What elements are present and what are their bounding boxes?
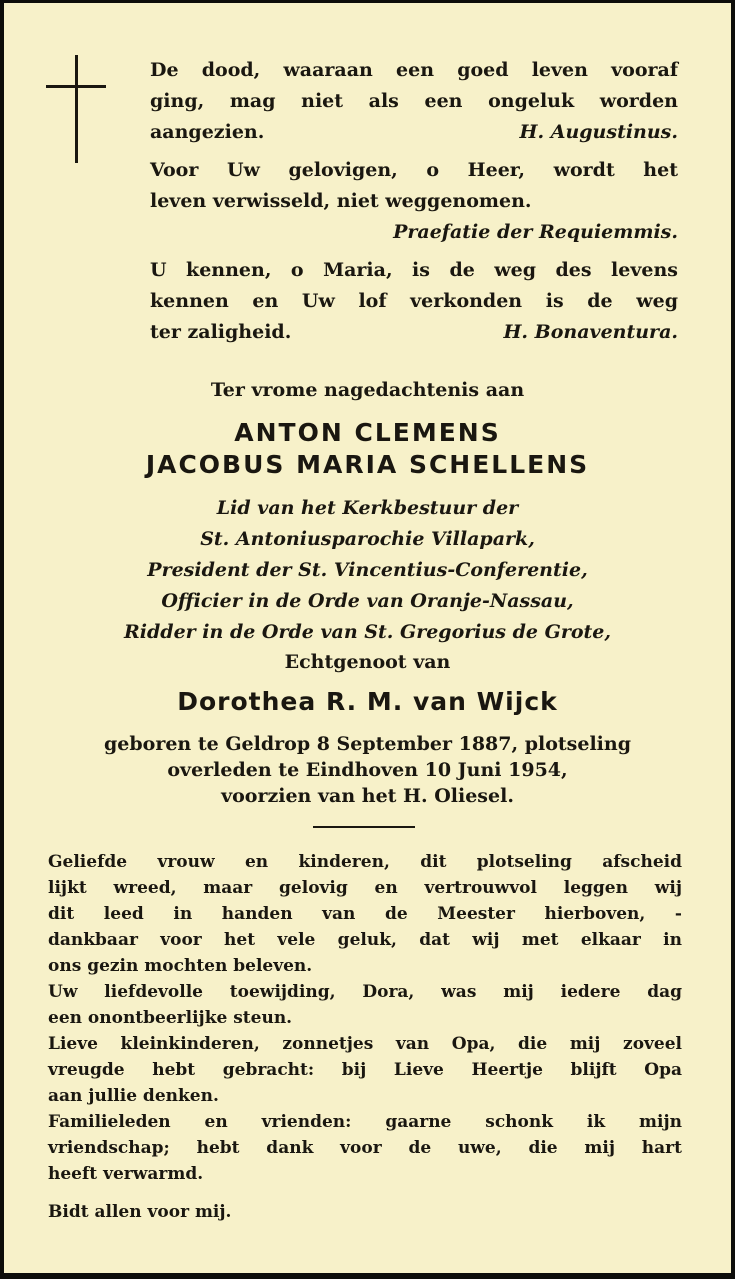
message-line: Familieleden en vrienden: gaarne schonk ik mijn — [48, 1112, 682, 1132]
quotes-block — [150, 55, 678, 355]
titles-list — [4, 493, 731, 648]
quote-line: ging, mag niet als een ongeluk worden — [150, 90, 678, 112]
cross-horizontal-bar — [46, 85, 106, 88]
quote-augustinus — [150, 55, 678, 148]
quote-line: U kennen, o Maria, is de weg des levens — [150, 259, 678, 281]
quote-source: Praefatie der Requiemmis. — [393, 221, 678, 243]
title-item: President der St. Vincentius-Conferentie, — [147, 559, 588, 581]
message-lines — [48, 849, 682, 1187]
dates-line: voorzien van het H. Oliesel. — [221, 785, 514, 807]
quote-requiem — [150, 155, 678, 248]
spouse-label: Echtgenoot van — [284, 651, 451, 673]
quote-bonaventura — [150, 255, 678, 348]
quote-tail — [150, 117, 678, 148]
message-line: heeft verwarmd. — [48, 1164, 204, 1184]
memorial-card — [4, 3, 731, 1273]
closing-line: Bidt allen voor mij. — [48, 1202, 232, 1222]
message-line: Lieve kleinkinderen, zonnetjes van Opa, die mij zoveel — [48, 1034, 682, 1054]
message-line: vreugde hebt gebracht: bij Lieve Heertje blijft Opa — [48, 1060, 682, 1080]
intro-text: Ter vrome nagedachtenis aan — [210, 379, 525, 401]
message-line: een onontbeerlijke steun. — [48, 1008, 293, 1028]
title-item: St. Antoniusparochie Villapark, — [200, 528, 535, 550]
message-line: dit leed in handen van de Meester hierboven, - — [48, 904, 682, 924]
quote-line: kennen en Uw lof verkonden is de weg — [150, 290, 678, 312]
message-line: Geliefde vrouw en kinderen, dit plotseling afscheid — [48, 852, 682, 872]
dates-line: geboren te Geldrop 8 September 1887, plotseling — [103, 733, 632, 755]
message-line: ons gezin mochten beleven. — [48, 956, 313, 976]
title-item: Lid van het Kerkbestuur der — [216, 497, 519, 519]
quote-source: H. Bonaventura. — [503, 321, 678, 343]
message-line: Uw liefdevolle toewijding, Dora, was mij iedere dag — [48, 982, 682, 1002]
title-item: Ridder in de Orde van St. Gregorius de Grote, — [124, 621, 611, 643]
cross-vertical-bar — [75, 55, 78, 163]
quote-source: H. Augustinus. — [519, 121, 678, 143]
quote-tail — [150, 317, 678, 348]
quote-line: Voor Uw gelovigen, o Heer, wordt het — [150, 159, 678, 181]
quote-line: De dood, waaraan een goed leven vooraf — [150, 59, 678, 81]
quote-line: aangezien. — [150, 121, 265, 143]
life-dates — [4, 731, 731, 809]
spouse-name: Dorothea R. M. van Wijck — [177, 687, 558, 716]
message-line: dankbaar voor het vele geluk, dat wij met elkaar in — [48, 930, 682, 950]
quote-line: leven verwisseld, niet weggenomen. — [150, 190, 532, 212]
dates-line: overleden te Eindhoven 10 Juni 1954, — [167, 759, 568, 781]
message-line: vriendschap; hebt dank voor de uwe, die mij hart — [48, 1138, 682, 1158]
farewell-message — [48, 849, 682, 1225]
deceased-name-line2: JACOBUS MARIA SCHELLENS — [145, 450, 590, 479]
quote-line: ter zaligheid. — [150, 321, 292, 343]
divider — [313, 826, 415, 828]
message-line: lijkt wreed, maar gelovig en vertrouwvol leggen wij — [48, 878, 682, 898]
cross-icon — [46, 55, 108, 165]
deceased-name-line1: ANTON CLEMENS — [234, 418, 501, 447]
message-line: aan jullie denken. — [48, 1086, 219, 1106]
title-item: Officier in de Orde van Oranje-Nassau, — [161, 590, 574, 612]
